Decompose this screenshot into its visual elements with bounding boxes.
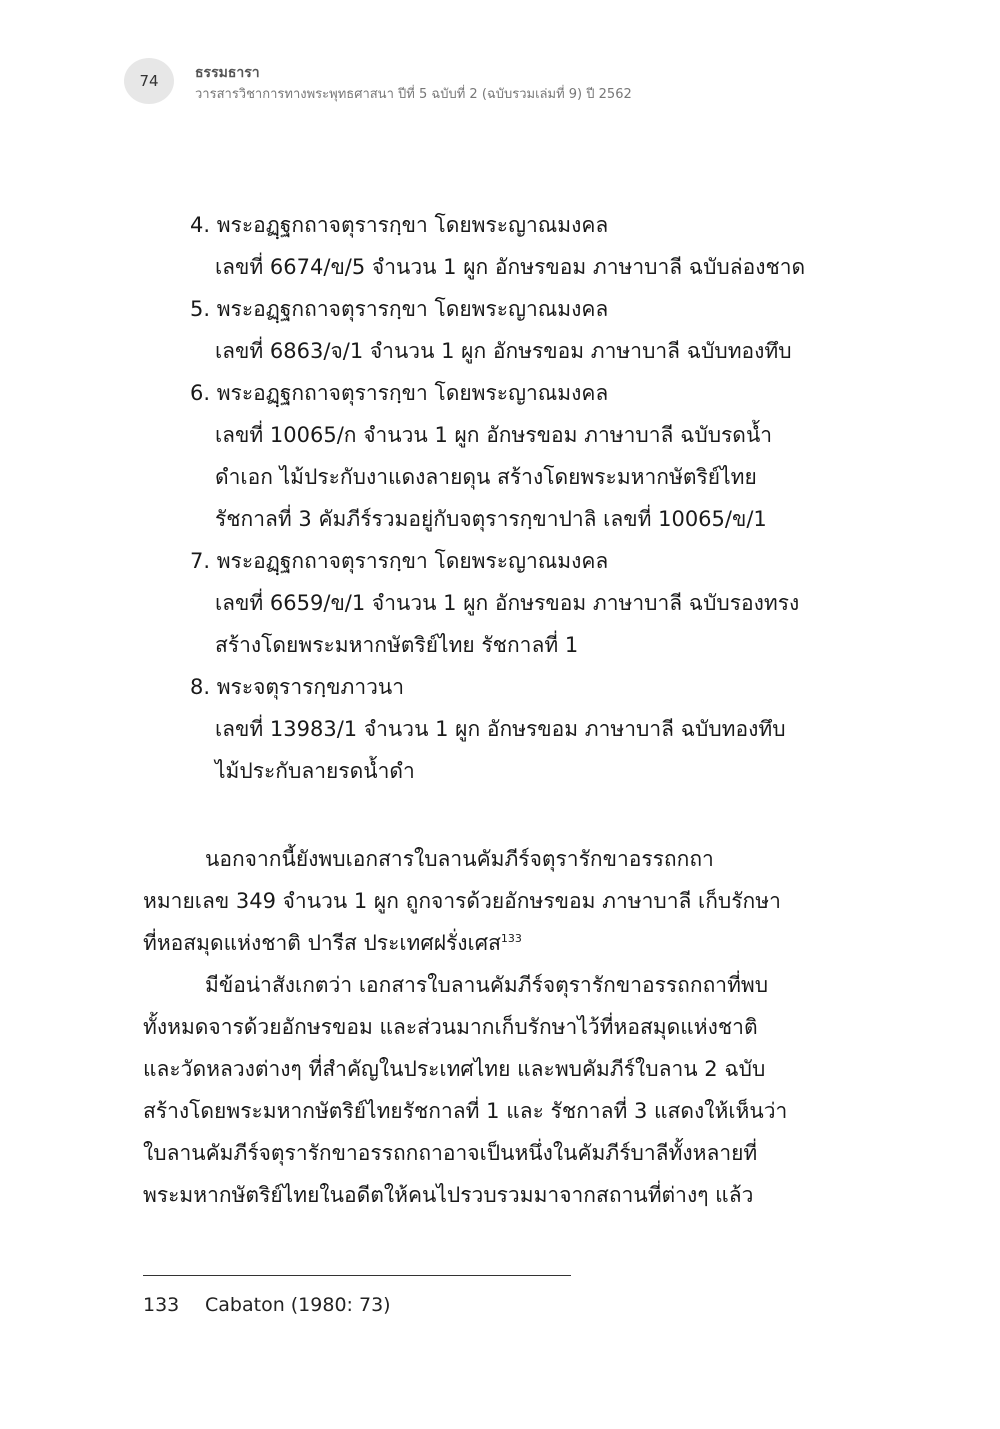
list-item-detail: เลขที่ 6659/ข/1 จำนวน 1 ผูก อักษรขอม ภาษาบาลี ฉบับรองทรง (215, 591, 800, 615)
paragraph-1 (143, 838, 831, 964)
list-item-detail: ไม้ประกับลายรดน้ำดำ (215, 759, 415, 783)
list-item (190, 204, 840, 288)
paragraph-line-text: ที่หอสมุดแห่งชาติ ปารีส ประเทศฝรั่งเศส (143, 931, 501, 955)
list-item-title: 4. พระอฏฺฐกถาจตุรารกฺขา โดยพระญาณมงคล (190, 213, 609, 237)
paragraph-line: มีข้อน่าสังเกตว่า เอกสารใบลานคัมภีร์จตุรารักขาอรรถกถาที่พบ (205, 973, 769, 997)
list-item (190, 540, 840, 666)
paragraph-line: หมายเลข 349 จำนวน 1 ผูก ถูกจารด้วยอักษรขอม ภาษาบาลี เก็บรักษา (143, 889, 781, 913)
list-item-title: 6. พระอฏฺฐกถาจตุรารกฺขา โดยพระญาณมงคล (190, 381, 609, 405)
page-number: 74 (139, 72, 159, 90)
list-item-detail: เลขที่ 13983/1 จำนวน 1 ผูก อักษรขอม ภาษาบาลี ฉบับทองทึบ (215, 717, 786, 741)
list-item-detail: สร้างโดยพระมหากษัตริย์ไทย รัชกาลที่ 1 (215, 633, 579, 657)
list-item-detail: เลขที่ 6674/ข/5 จำนวน 1 ผูก อักษรขอม ภาษาบาลี ฉบับล่องชาด (215, 255, 806, 279)
list-item-detail: รัชกาลที่ 3 คัมภีร์รวมอยู่กับจตุรารกฺขาปาลิ เลขที่ 10065/ข/1 (215, 507, 767, 531)
list-item-detail: ดำเอก ไม้ประกับงาแดงลายดุน สร้างโดยพระมหากษัตริย์ไทย (215, 465, 757, 489)
journal-name: ธรรมธารา (195, 65, 260, 81)
manuscript-list (190, 204, 840, 792)
list-item-detail: เลขที่ 10065/ก จำนวน 1 ผูก อักษรขอม ภาษาบาลี ฉบับรดน้ำ (215, 423, 773, 447)
list-item (190, 666, 840, 792)
page-number-badge (124, 58, 174, 104)
journal-issue: วารสารวิชาการทางพระพุทธศาสนา ปีที่ 5 ฉบับที่ 2 (ฉบับรวมเล่มที่ 9) ปี 2562 (195, 87, 632, 102)
list-item (190, 288, 840, 372)
footnote-text: Cabaton (1980: 73) (205, 1294, 391, 1316)
paragraph-line: พระมหากษัตริย์ไทยในอดีตให้คนไปรวบรวมมาจากสถานที่ต่างๆ แล้ว (143, 1183, 754, 1207)
footnote-ref: 133 (500, 932, 522, 945)
paragraph-line: สร้างโดยพระมหากษัตริย์ไทยรัชกาลที่ 1 และ รัชกาลที่ 3 แสดงให้เห็นว่า (143, 1099, 788, 1123)
footnote (143, 1294, 391, 1316)
footnote-number: 133 (143, 1294, 180, 1316)
footnote-divider (143, 1275, 571, 1276)
list-item-title: 8. พระจตุรารกฺขภาวนา (190, 675, 405, 699)
paragraph-line-with-ref (143, 922, 831, 964)
paragraph-line: ทั้งหมดจารด้วยอักษรขอม และส่วนมากเก็บรักษาไว้ที่หอสมุดแห่งชาติ (143, 1015, 758, 1039)
list-item (190, 372, 840, 540)
paragraph-line: นอกจากนี้ยังพบเอกสารใบลานคัมภีร์จตุรารักขาอรรถกถา (205, 847, 714, 871)
paragraph-line: และวัดหลวงต่างๆ ที่สำคัญในประเทศไทย และพบคัมภีร์ใบลาน 2 ฉบับ (143, 1057, 766, 1081)
paragraph-2 (143, 964, 831, 1216)
body-text (143, 838, 831, 1216)
list-item-title: 7. พระอฏฺฐกถาจตุรารกฺขา โดยพระญาณมงคล (190, 549, 609, 573)
list-item-detail: เลขที่ 6863/จ/1 จำนวน 1 ผูก อักษรขอม ภาษาบาลี ฉบับทองทึบ (215, 339, 792, 363)
list-item-title: 5. พระอฏฺฐกถาจตุรารกฺขา โดยพระญาณมงคล (190, 297, 609, 321)
paragraph-line: ใบลานคัมภีร์จตุรารักขาอรรถกถาอาจเป็นหนึ่งในคัมภีร์บาลีทั้งหลายที่ (143, 1141, 758, 1165)
